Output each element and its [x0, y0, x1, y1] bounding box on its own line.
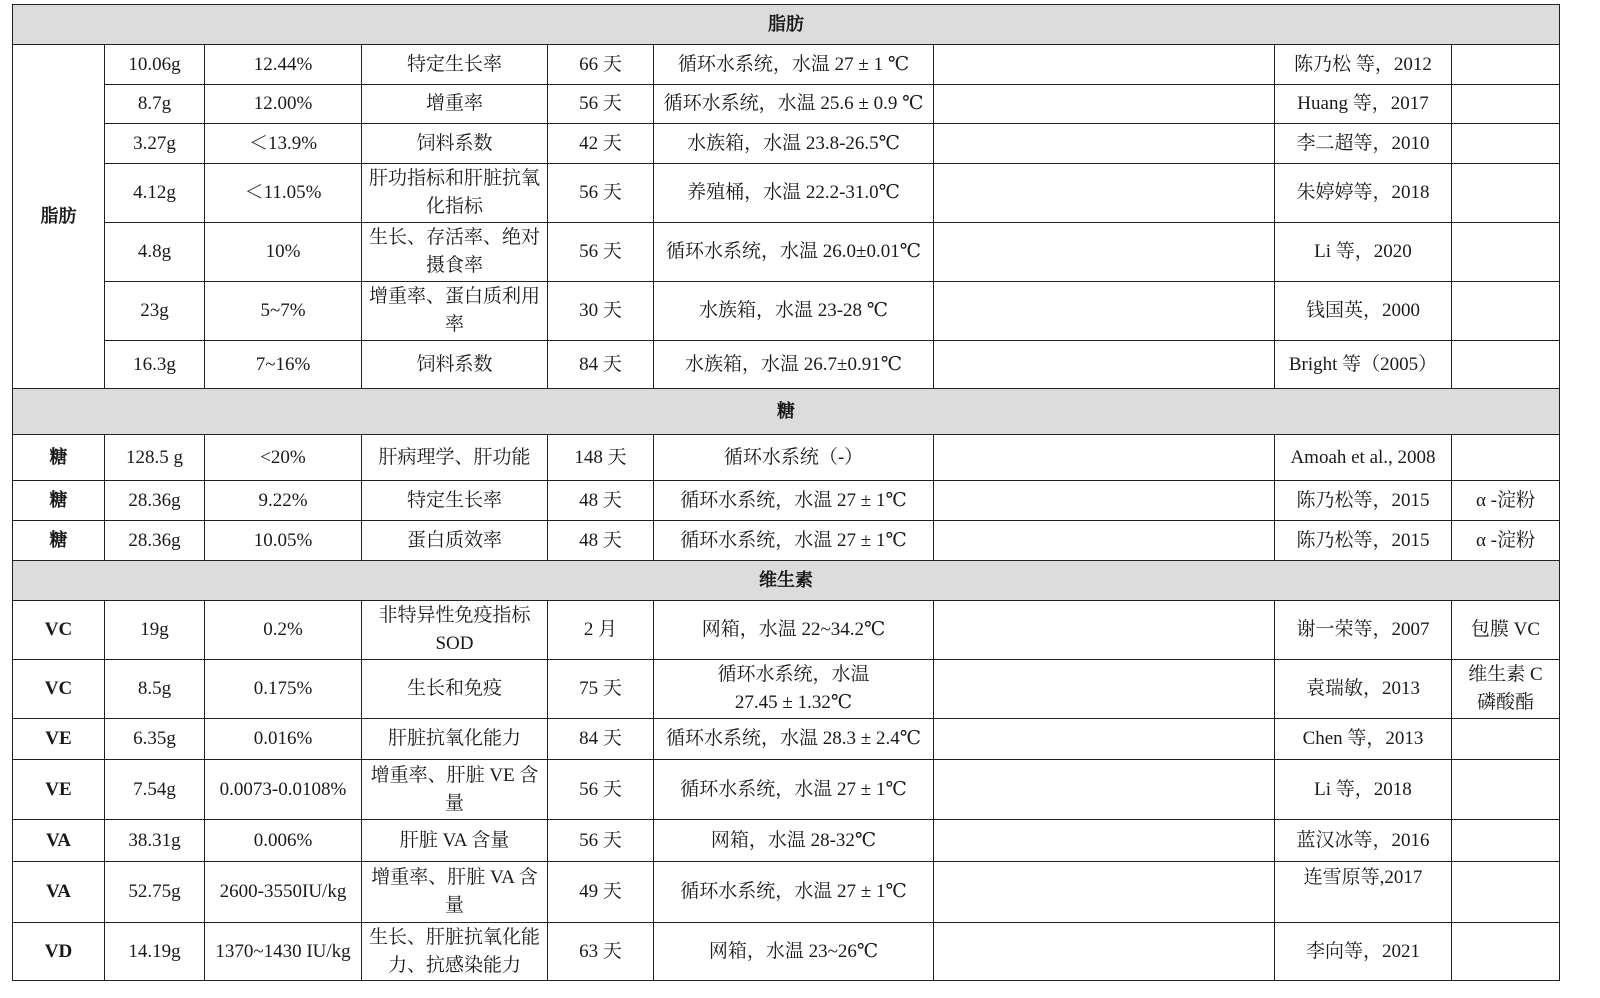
note-cell [934, 223, 1275, 282]
reference-cell: Huang 等，2017 [1275, 85, 1452, 124]
remark-cell [1452, 124, 1560, 164]
level-cell: 10.05% [205, 521, 362, 561]
weight-cell: 3.27g [105, 124, 205, 164]
row-label: VA [13, 862, 105, 923]
condition-cell: 养殖桶，水温 22.2-31.0℃ [654, 164, 934, 223]
reference-cell: Li 等，2020 [1275, 223, 1452, 282]
section-title-vitamin: 维生素 [13, 561, 1560, 601]
level-cell: 0.016% [205, 719, 362, 760]
remark-cell [1452, 923, 1560, 981]
reference-cell: 李二超等，2010 [1275, 124, 1452, 164]
table-row [13, 282, 1560, 341]
level-cell: 0.006% [205, 820, 362, 862]
section-header-sugar [13, 389, 1560, 435]
note-cell [934, 820, 1275, 862]
table-row [13, 45, 1560, 85]
note-cell [934, 601, 1275, 660]
weight-cell: 10.06g [105, 45, 205, 85]
level-cell: ＜11.05% [205, 164, 362, 223]
condition-cell: 循环水系统，水温 25.6 ± 0.9 ℃ [654, 85, 934, 124]
table-row [13, 923, 1560, 981]
table-row [13, 601, 1560, 660]
table-row [13, 660, 1560, 719]
indicator-cell: 增重率、蛋白质利用率 [362, 282, 548, 341]
remark-cell: 维生素 C 磷酸酯 [1452, 660, 1560, 719]
condition-cell: 循环水系统（-） [654, 435, 934, 481]
reference-cell: 钱国英，2000 [1275, 282, 1452, 341]
condition-cell: 循环水系统，水温 27 ± 1 ℃ [654, 45, 934, 85]
indicator-cell: 增重率、肝脏 VE 含量 [362, 760, 548, 820]
duration-cell: 66 天 [548, 45, 654, 85]
duration-cell: 2 月 [548, 601, 654, 660]
fat-group-label: 脂肪 [13, 45, 105, 389]
weight-cell: 14.19g [105, 923, 205, 981]
reference-cell: 连雪原等,2017 [1275, 862, 1452, 923]
duration-cell: 48 天 [548, 481, 654, 521]
reference-cell: 袁瑞敏，2013 [1275, 660, 1452, 719]
condition-cell: 网箱，水温 23~26℃ [654, 923, 934, 981]
weight-cell: 19g [105, 601, 205, 660]
condition-cell: 循环水系统，水温 26.0±0.01℃ [654, 223, 934, 282]
table-row [13, 521, 1560, 561]
duration-cell: 48 天 [548, 521, 654, 561]
duration-cell: 42 天 [548, 124, 654, 164]
note-cell [934, 660, 1275, 719]
row-label: VC [13, 660, 105, 719]
section-title-fat: 脂肪 [13, 5, 1560, 45]
condition-cell: 循环水系统，水温 27 ± 1℃ [654, 760, 934, 820]
indicator-cell: 饲料系数 [362, 124, 548, 164]
remark-cell [1452, 820, 1560, 862]
level-cell: 0.2% [205, 601, 362, 660]
level-cell: 10% [205, 223, 362, 282]
weight-cell: 6.35g [105, 719, 205, 760]
reference-cell: 陈乃松等，2015 [1275, 481, 1452, 521]
level-cell: 1370~1430 IU/kg [205, 923, 362, 981]
indicator-cell: 生长和免疫 [362, 660, 548, 719]
weight-cell: 7.54g [105, 760, 205, 820]
weight-cell: 8.5g [105, 660, 205, 719]
note-cell [934, 282, 1275, 341]
table-row [13, 223, 1560, 282]
remark-cell [1452, 85, 1560, 124]
condition-cell: 循环水系统，水温 27 ± 1℃ [654, 481, 934, 521]
remark-cell [1452, 760, 1560, 820]
table-row [13, 719, 1560, 760]
weight-cell: 16.3g [105, 341, 205, 389]
level-cell: 0.175% [205, 660, 362, 719]
indicator-cell: 肝功指标和肝脏抗氧化指标 [362, 164, 548, 223]
weight-cell: 23g [105, 282, 205, 341]
condition-cell: 网箱，水温 28-32℃ [654, 820, 934, 862]
row-label: VD [13, 923, 105, 981]
remark-cell: α -淀粉 [1452, 521, 1560, 561]
reference-cell: 朱婷婷等，2018 [1275, 164, 1452, 223]
table-row [13, 124, 1560, 164]
row-label: 糖 [13, 435, 105, 481]
condition-cell: 循环水系统，水温 27 ± 1℃ [654, 862, 934, 923]
table-row [13, 760, 1560, 820]
section-header-vitamin [13, 561, 1560, 601]
row-label: VC [13, 601, 105, 660]
reference-cell: Bright 等（2005） [1275, 341, 1452, 389]
remark-cell [1452, 435, 1560, 481]
level-cell: ＜13.9% [205, 124, 362, 164]
level-cell: 2600-3550IU/kg [205, 862, 362, 923]
reference-cell: 蓝汉冰等，2016 [1275, 820, 1452, 862]
note-cell [934, 85, 1275, 124]
duration-cell: 56 天 [548, 820, 654, 862]
indicator-cell: 生长、存活率、绝对摄食率 [362, 223, 548, 282]
indicator-cell: 特定生长率 [362, 45, 548, 85]
indicator-cell: 非特异性免疫指标 SOD [362, 601, 548, 660]
duration-cell: 56 天 [548, 164, 654, 223]
note-cell [934, 45, 1275, 85]
weight-cell: 28.36g [105, 521, 205, 561]
indicator-cell: 增重率、肝脏 VA 含量 [362, 862, 548, 923]
reference-cell: Li 等，2018 [1275, 760, 1452, 820]
indicator-cell: 特定生长率 [362, 481, 548, 521]
reference-cell: 陈乃松等，2015 [1275, 521, 1452, 561]
table-row [13, 164, 1560, 223]
table-row [13, 85, 1560, 124]
note-cell [934, 164, 1275, 223]
indicator-cell: 饲料系数 [362, 341, 548, 389]
duration-cell: 56 天 [548, 760, 654, 820]
row-label: 糖 [13, 521, 105, 561]
note-cell [934, 481, 1275, 521]
weight-cell: 28.36g [105, 481, 205, 521]
duration-cell: 56 天 [548, 223, 654, 282]
indicator-cell: 增重率 [362, 85, 548, 124]
duration-cell: 63 天 [548, 923, 654, 981]
remark-cell: α -淀粉 [1452, 481, 1560, 521]
weight-cell: 4.12g [105, 164, 205, 223]
remark-cell [1452, 45, 1560, 85]
row-label: VE [13, 760, 105, 820]
duration-cell: 49 天 [548, 862, 654, 923]
note-cell [934, 124, 1275, 164]
indicator-cell: 肝病理学、肝功能 [362, 435, 548, 481]
duration-cell: 30 天 [548, 282, 654, 341]
note-cell [934, 521, 1275, 561]
nutrient-requirement-table [12, 4, 1560, 981]
indicator-cell: 肝脏 VA 含量 [362, 820, 548, 862]
indicator-cell: 生长、肝脏抗氧化能力、抗感染能力 [362, 923, 548, 981]
duration-cell: 84 天 [548, 719, 654, 760]
condition-cell: 网箱，水温 22~34.2℃ [654, 601, 934, 660]
remark-cell [1452, 164, 1560, 223]
note-cell [934, 862, 1275, 923]
remark-cell: 包膜 VC [1452, 601, 1560, 660]
section-header-fat [13, 5, 1560, 45]
row-label: VA [13, 820, 105, 862]
remark-cell [1452, 341, 1560, 389]
table-row [13, 341, 1560, 389]
level-cell: <20% [205, 435, 362, 481]
remark-cell [1452, 282, 1560, 341]
reference-cell: Chen 等，2013 [1275, 719, 1452, 760]
reference-cell: Amoah et al., 2008 [1275, 435, 1452, 481]
row-label: VE [13, 719, 105, 760]
row-label: 糖 [13, 481, 105, 521]
weight-cell: 38.31g [105, 820, 205, 862]
indicator-cell: 蛋白质效率 [362, 521, 548, 561]
level-cell: 9.22% [205, 481, 362, 521]
condition-cell: 循环水系统，水温 27 ± 1℃ [654, 521, 934, 561]
table-row [13, 481, 1560, 521]
weight-cell: 128.5 g [105, 435, 205, 481]
condition-cell: 循环水系统，水温 27.45 ± 1.32℃ [654, 660, 934, 719]
remark-cell [1452, 223, 1560, 282]
weight-cell: 4.8g [105, 223, 205, 282]
reference-cell: 陈乃松 等，2012 [1275, 45, 1452, 85]
condition-cell: 水族箱，水温 26.7±0.91℃ [654, 341, 934, 389]
level-cell: 5~7% [205, 282, 362, 341]
reference-cell: 李向等，2021 [1275, 923, 1452, 981]
duration-cell: 75 天 [548, 660, 654, 719]
condition-cell: 循环水系统，水温 28.3 ± 2.4℃ [654, 719, 934, 760]
remark-cell [1452, 719, 1560, 760]
table-row [13, 862, 1560, 923]
note-cell [934, 760, 1275, 820]
section-title-sugar: 糖 [13, 389, 1560, 435]
condition-cell: 水族箱，水温 23-28 ℃ [654, 282, 934, 341]
level-cell: 7~16% [205, 341, 362, 389]
remark-cell [1452, 862, 1560, 923]
note-cell [934, 341, 1275, 389]
note-cell [934, 923, 1275, 981]
table-row [13, 435, 1560, 481]
table-row [13, 820, 1560, 862]
level-cell: 12.44% [205, 45, 362, 85]
duration-cell: 84 天 [548, 341, 654, 389]
weight-cell: 8.7g [105, 85, 205, 124]
condition-cell: 水族箱，水温 23.8-26.5℃ [654, 124, 934, 164]
duration-cell: 148 天 [548, 435, 654, 481]
weight-cell: 52.75g [105, 862, 205, 923]
reference-cell: 谢一荣等，2007 [1275, 601, 1452, 660]
duration-cell: 56 天 [548, 85, 654, 124]
indicator-cell: 肝脏抗氧化能力 [362, 719, 548, 760]
note-cell [934, 719, 1275, 760]
note-cell [934, 435, 1275, 481]
level-cell: 12.00% [205, 85, 362, 124]
level-cell: 0.0073-0.0108% [205, 760, 362, 820]
